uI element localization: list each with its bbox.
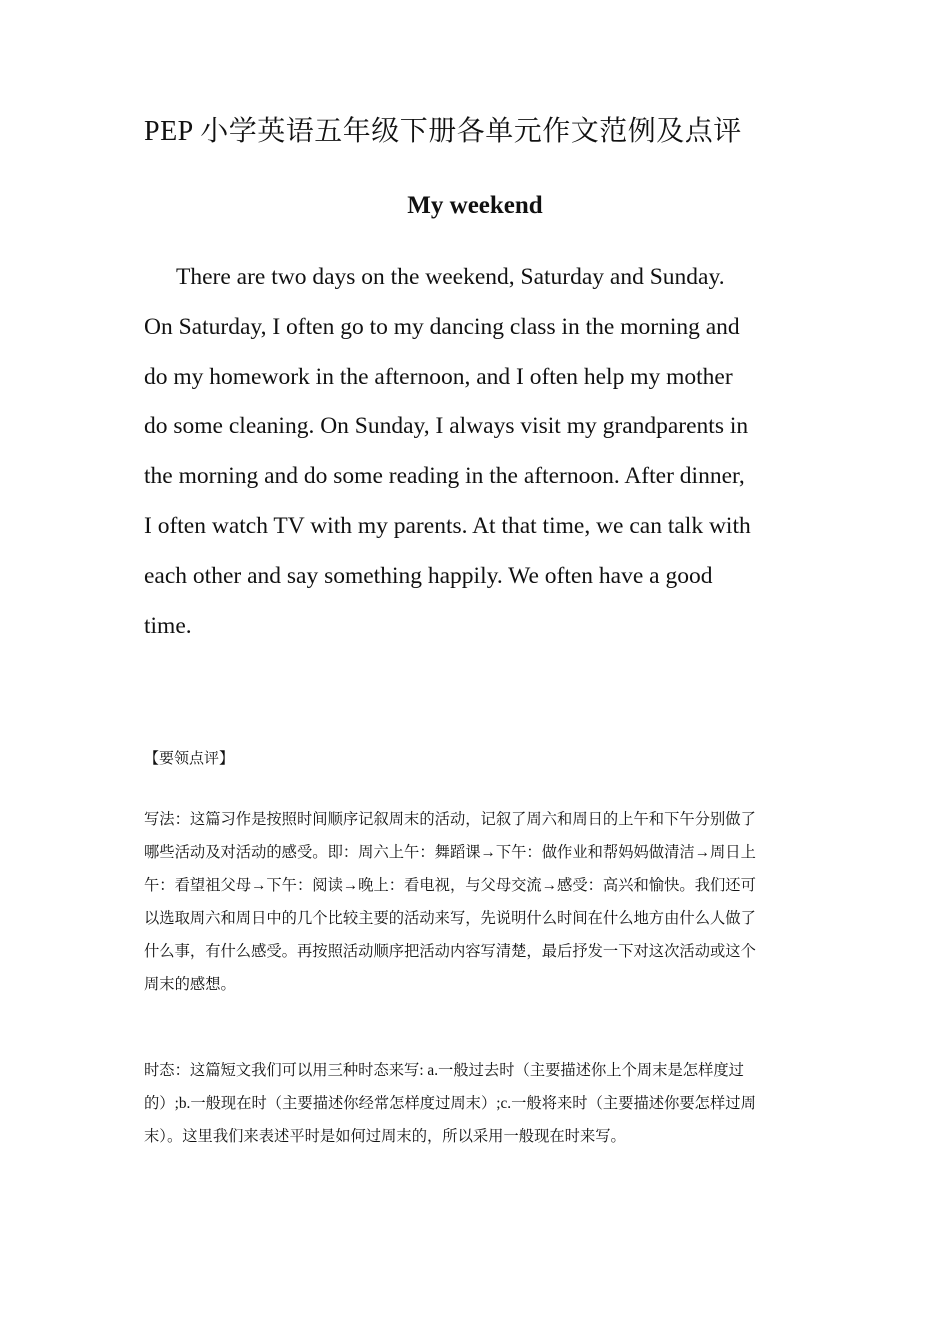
essay-body <box>144 253 824 651</box>
comment-line: 末）。这里我们来表述平时是如何过周末的，所以采用一般现在时来写。 <box>144 1128 626 1146</box>
essay-line: do my homework in the afternoon, and I often help my mother <box>144 363 733 390</box>
comment-line: 的）;b.一般现在时（主要描述你经常怎样度过周末）;c.一般将来时（主要描述你要怎样过周 <box>144 1095 756 1113</box>
essay-line: I often watch TV with my parents. At that time, we can talk with <box>144 512 751 539</box>
essay-line: There are two days on the weekend, Saturday and Sunday. <box>176 264 725 290</box>
comment-line: 什么事，有什么感受。再按照活动顺序把活动内容写清楚，最后抒发一下对这次活动或这个 <box>144 943 756 961</box>
comment-line: 写法：这篇习作是按照时间顺序记叙周末的活动，记叙了周六和周日的上午和下午分别做了 <box>144 811 756 828</box>
document-title: PEP 小学英语五年级下册各单元作文范例及点评 <box>144 116 742 147</box>
essay-line: do some cleaning. On Sunday, I always visit my grandparents in <box>144 413 749 440</box>
essay-line: the morning and do some reading in the afternoon. After dinner, <box>144 463 745 490</box>
essay-line: time. <box>144 612 192 639</box>
essay-line: On Saturday, I often go to my dancing class in the morning and <box>144 313 740 340</box>
comment-line: 哪些活动及对活动的感受。即：周六上午：舞蹈课→下午：做作业和帮妈妈做清洁→周日上 <box>144 844 756 862</box>
essay-title: My weekend <box>407 192 543 219</box>
tense-comment <box>144 1054 824 1153</box>
comment-line: 时态：这篇短文我们可以用三种时态来写: a.一般过去时（主要描述你上个周末是怎样度过 <box>144 1062 744 1079</box>
comment-line: 周末的感想。 <box>144 976 236 994</box>
review-heading: 【要领点评】 <box>144 751 235 767</box>
essay-line: each other and say something happily. We often have a good <box>144 562 713 589</box>
comment-line: 午：看望祖父母→下午：阅读→晚上：看电视，与父母交流→感受：高兴和愉快。我们还可 <box>144 877 756 895</box>
writing-comment <box>144 803 824 1002</box>
comment-line: 以选取周六和周日中的几个比较主要的活动来写，先说明什么时间在什么地方由什么人做了 <box>144 910 756 928</box>
